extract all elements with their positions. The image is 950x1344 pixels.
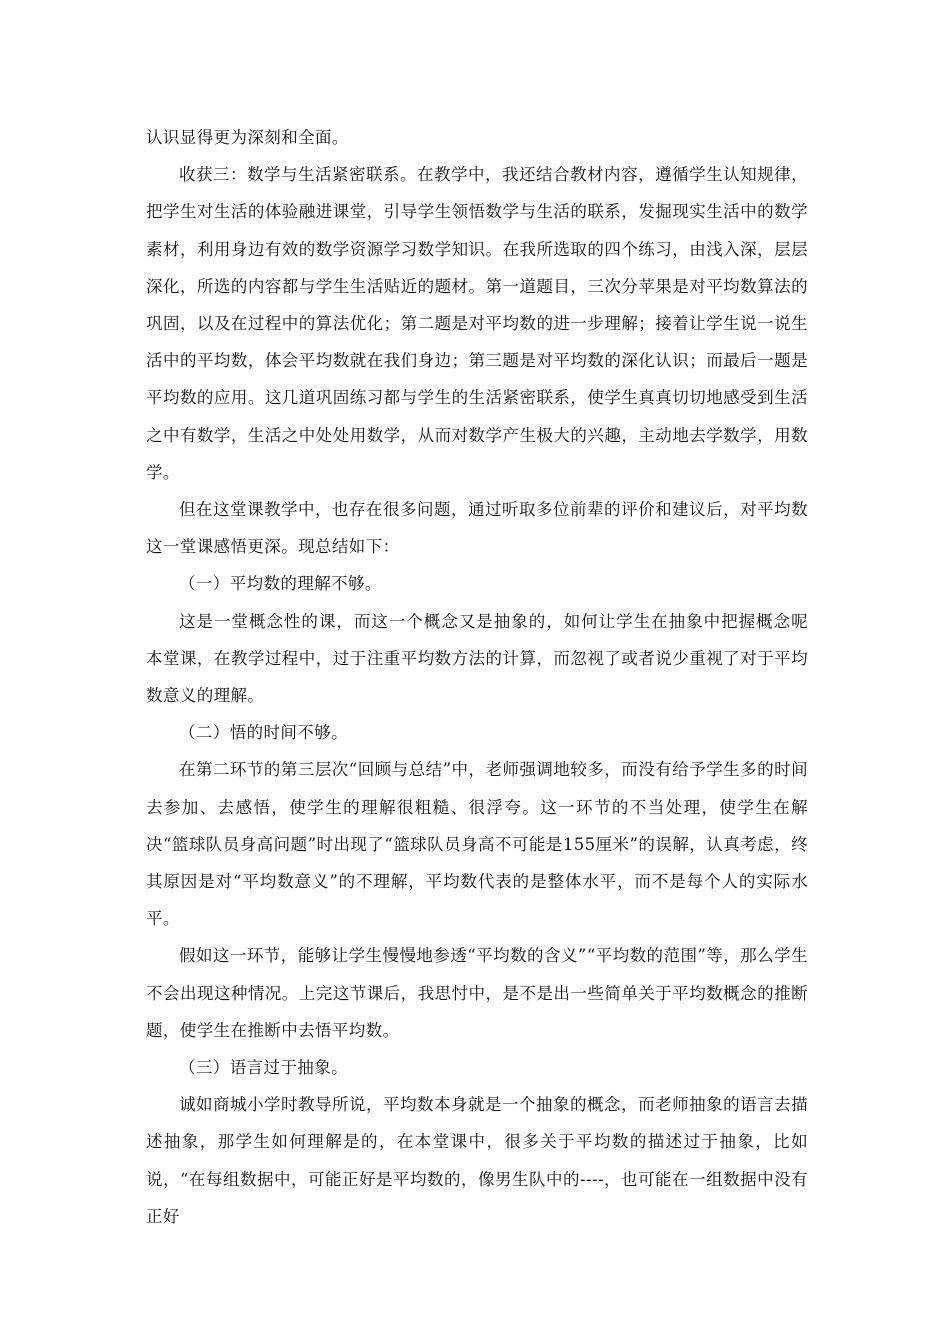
paragraph-continuation: 认识显得更为深刻和全面。 [146,128,349,147]
paragraph-section-two: 在第二环节的第三层次“回顾与总结”中，老师强调地较多，而没有给予学生多的时间去参加、去感悟，使学生的理解很粗糙、很浮夸。这一环节的不当处理，使学生在解决“篮球队员身高问题”时出现了“篮球队员身高不可能是155厘米”的误解，认真考虑，终其原因是对“平均数意义”的不理解，平均数代表的是整体水平，而不是每个人的实际水平。 [146,760,808,929]
heading-section-one: （一）平均数的理解不够。 [179,574,382,594]
paragraph-section-three: 诚如商城小学时教导所说，平均数本身就是一个抽象的概念，而老师抽象的语言去描述抽象，那学生如何理解是的，在本堂课中，很多关于平均数的描述过于抽象，比如说，“在每组数据中，可能正好是平均数的，像男生队中的----，也可能在一组数据中没有正好 [146,1095,808,1226]
paragraph-section-one: 这是一堂概念性的课，而这一个概念又是抽象的，如何让学生在抽象中把握概念呢 本堂课，在教学过程中，过于注重平均数方法的计算，而忽视了或者说少重视了对于平均数意义的理解。 [146,611,808,706]
document-body [146,119,808,1235]
heading-section-three: （三）语言过于抽象。 [179,1058,348,1078]
heading-section-two: （二）悟的时间不够。 [179,723,348,743]
paragraph-problems-intro: 但在这堂课教学中，也存在很多问题，通过听取多位前辈的评价和建议后，对平均数这一堂课感悟更深。现总结如下： [146,500,808,557]
paragraph-section-two-followup: 假如这一环节，能够让学生慢慢地参透“平均数的含义”“平均数的范围”等，那么学生不会出现这种情况。上完这节课后，我思忖中，是不是出一些简单关于平均数概念的推断题，使学生在推断中去悟平均数。 [146,946,808,1040]
paragraph-harvest-three: 收获三：数学与生活紧密联系。在教学中，我还结合教材内容，遵循学生认知规律，把学生对生活的体验融进课堂，引导学生领悟数学与生活的联系，发掘现实生活中的数学素材，利用身边有效的数学资源学习数学知识。在我所选取的四个练习，由浅入深，层层深化，所选的内容都与学生生活贴近的题材。第一道题目，三次分苹果是对平均数算法的巩固，以及在过程中的算法优化；第二题是对平均数的进一步理解；接着让学生说一说生活中的平均数，体会平均数就在我们身边；第三题是对平均数的深化认识；而最后一题是平均数的应用。这几道巩固练习都与学生的生活紧密联系，使学生真真切切地感受到生活之中有数学，生活之中处处用数学，从而对数学产生极大的兴趣，主动地去学数学，用数学。 [146,165,808,482]
